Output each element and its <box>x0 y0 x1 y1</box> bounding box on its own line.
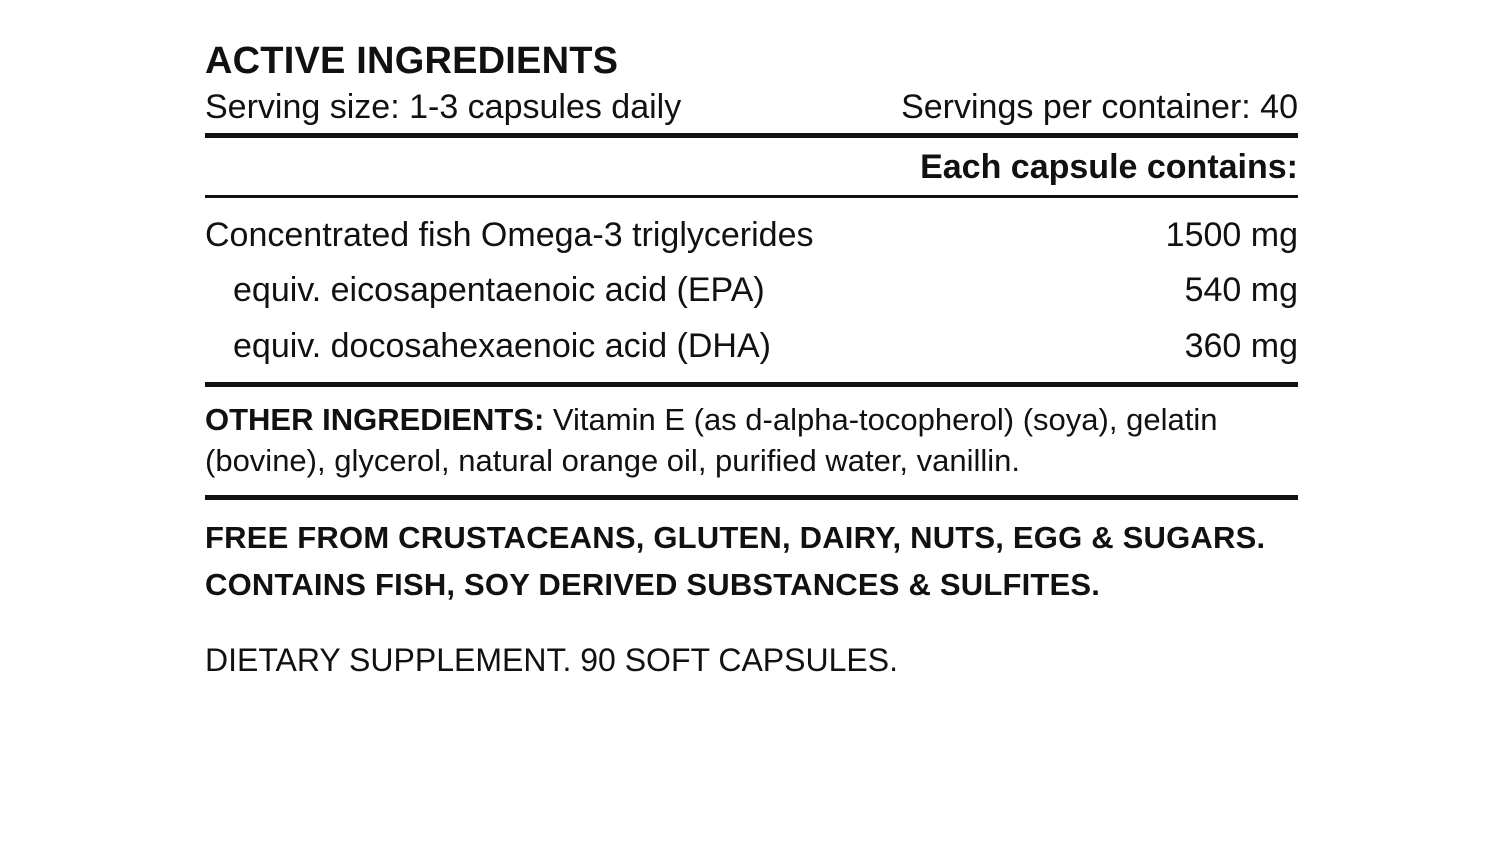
serving-size-text: Serving size: 1-3 capsules daily <box>205 87 682 126</box>
ingredient-table <box>205 198 1298 381</box>
ingredient-name: equiv. eicosapentaenoic acid (EPA) <box>233 271 765 310</box>
table-row <box>205 208 1298 263</box>
free-from-line-1: FREE FROM CRUSTACEANS, GLUTEN, DAIRY, NUTS, EGG & SUGARS. <box>205 520 1266 556</box>
serving-info-row <box>205 87 1298 134</box>
supplement-facts-panel <box>205 40 1298 682</box>
ingredient-amount: 1500 mg <box>1165 216 1298 255</box>
other-ingredients-text: Vitamin E (as d-alpha-tocopherol) (soya), gelatin (bovine), glycerol, natural orange oil, purified water, vanillin. <box>205 401 1218 478</box>
page-title: ACTIVE INGREDIENTS <box>205 40 619 82</box>
allergen-statement <box>205 500 1298 622</box>
servings-per-container-text: Servings per container: 40 <box>901 87 1298 126</box>
dietary-supplement-text: DIETARY SUPPLEMENT. 90 SOFT CAPSULES. <box>205 642 898 679</box>
ingredient-amount: 360 mg <box>1184 326 1298 365</box>
other-ingredients-block <box>205 387 1298 495</box>
other-ingredients-label: OTHER INGREDIENTS: <box>205 401 545 437</box>
each-capsule-header-row <box>205 138 1298 195</box>
each-capsule-header: Each capsule contains: <box>920 148 1298 187</box>
table-row <box>205 319 1298 374</box>
free-from-line-2: CONTAINS FISH, SOY DERIVED SUBSTANCES & SULFITES. <box>205 567 1101 603</box>
table-row <box>205 263 1298 318</box>
ingredient-name: equiv. docosahexaenoic acid (DHA) <box>233 326 771 365</box>
ingredient-name: Concentrated fish Omega-3 triglycerides <box>205 216 814 255</box>
ingredient-amount: 540 mg <box>1184 271 1298 310</box>
